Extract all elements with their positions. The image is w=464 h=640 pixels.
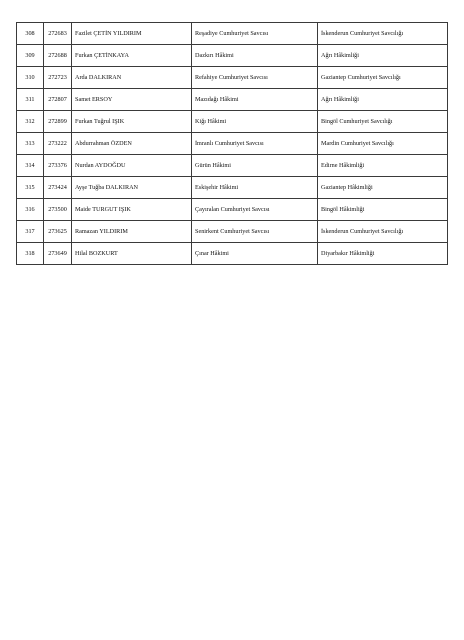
- registry-number: 273424: [44, 177, 72, 199]
- registry-number: 272723: [44, 67, 72, 89]
- row-number: 308: [17, 23, 44, 45]
- current-post: Kiğı Hâkimi: [192, 111, 318, 133]
- row-number: 311: [17, 89, 44, 111]
- table-row: [17, 111, 448, 133]
- row-number: 314: [17, 155, 44, 177]
- table-row: [17, 221, 448, 243]
- person-name: Ayşe Tuğba DALKIRAN: [72, 177, 192, 199]
- person-name: Ramazan YILDIRIM: [72, 221, 192, 243]
- current-post: Reşadiye Cumhuriyet Savcısı: [192, 23, 318, 45]
- table-row: [17, 67, 448, 89]
- assigned-post: Ağrı Hâkimliği: [318, 89, 448, 111]
- registry-number: 273625: [44, 221, 72, 243]
- assigned-post: Bingöl Hâkimliği: [318, 199, 448, 221]
- current-post: Dazkırı Hâkimi: [192, 45, 318, 67]
- registry-number: 272688: [44, 45, 72, 67]
- person-name: Samet ERSOY: [72, 89, 192, 111]
- table-row: [17, 243, 448, 265]
- current-post: Eskişehir Hâkimi: [192, 177, 318, 199]
- assigned-post: Bingöl Cumhuriyet Savcılığı: [318, 111, 448, 133]
- table-row: [17, 133, 448, 155]
- table-body: [17, 23, 448, 265]
- person-name: Furkan ÇETİNKAYA: [72, 45, 192, 67]
- current-post: Refahiye Cumhuriyet Savcısı: [192, 67, 318, 89]
- table-row: [17, 155, 448, 177]
- row-number: 315: [17, 177, 44, 199]
- registry-number: 272683: [44, 23, 72, 45]
- registry-number: 273500: [44, 199, 72, 221]
- current-post: Mazıdağı Hâkimi: [192, 89, 318, 111]
- table-row: [17, 89, 448, 111]
- registry-number: 273222: [44, 133, 72, 155]
- person-name: Abdurrahman ÖZDEN: [72, 133, 192, 155]
- row-number: 310: [17, 67, 44, 89]
- appointment-table: [16, 22, 448, 265]
- row-number: 318: [17, 243, 44, 265]
- person-name: Arda DALKIRAN: [72, 67, 192, 89]
- table-row: [17, 45, 448, 67]
- row-number: 312: [17, 111, 44, 133]
- table-row: [17, 199, 448, 221]
- assigned-post: Mardin Cumhuriyet Savcılığı: [318, 133, 448, 155]
- registry-number: 273649: [44, 243, 72, 265]
- row-number: 317: [17, 221, 44, 243]
- assigned-post: Gaziantep Hâkimliği: [318, 177, 448, 199]
- current-post: Senirkent Cumhuriyet Savcısı: [192, 221, 318, 243]
- registry-number: 273376: [44, 155, 72, 177]
- assigned-post: Gaziantep Cumhuriyet Savcılığı: [318, 67, 448, 89]
- registry-number: 272899: [44, 111, 72, 133]
- person-name: Fazilet ÇETİN YILDIRIM: [72, 23, 192, 45]
- registry-number: 272807: [44, 89, 72, 111]
- table-row: [17, 177, 448, 199]
- person-name: Maide TURGUT IŞIK: [72, 199, 192, 221]
- current-post: İmranlı Cumhuriyet Savcısı: [192, 133, 318, 155]
- person-name: Nurdan AYDOĞDU: [72, 155, 192, 177]
- assigned-post: Diyarbakır Hâkimliği: [318, 243, 448, 265]
- assigned-post: Edirne Hâkimliği: [318, 155, 448, 177]
- row-number: 309: [17, 45, 44, 67]
- person-name: Furkan Tuğrul IŞIK: [72, 111, 192, 133]
- current-post: Çayıralan Cumhuriyet Savcısı: [192, 199, 318, 221]
- row-number: 313: [17, 133, 44, 155]
- person-name: Hilal BOZKURT: [72, 243, 192, 265]
- assigned-post: Ağrı Hâkimliği: [318, 45, 448, 67]
- table-row: [17, 23, 448, 45]
- row-number: 316: [17, 199, 44, 221]
- assigned-post: İskenderun Cumhuriyet Savcılığı: [318, 23, 448, 45]
- assigned-post: İskenderun Cumhuriyet Savcılığı: [318, 221, 448, 243]
- current-post: Çınar Hâkimi: [192, 243, 318, 265]
- current-post: Gürün Hâkimi: [192, 155, 318, 177]
